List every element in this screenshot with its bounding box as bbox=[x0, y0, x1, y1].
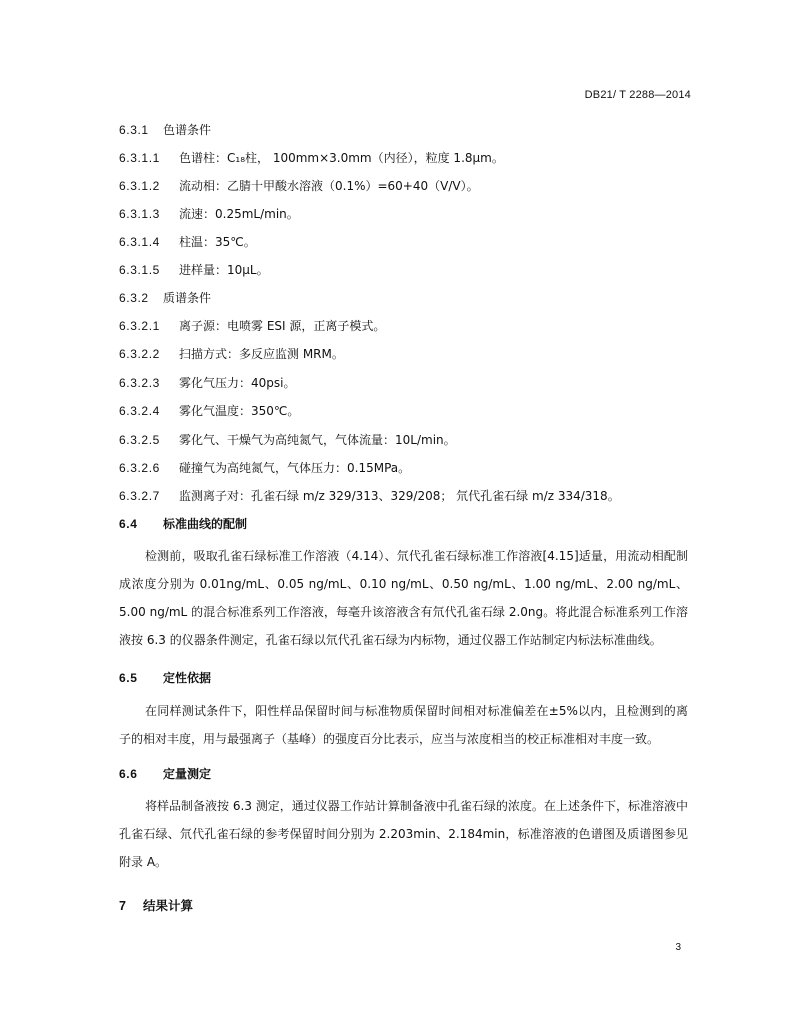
clause-number: 6.3.1.3 bbox=[119, 207, 160, 221]
section-title: 定性依据 bbox=[163, 671, 212, 685]
section-number: 6.6 bbox=[119, 767, 138, 781]
section-body-6-4: 检测前，吸取孔雀石绿标准工作溶液（4.14）、氘代孔雀石绿标准工作溶液[4.15]适量，用流动相配制成浓度分别为 0.01ng/mL、0.05 ng/mL、0.10 ng/mL、0.50 ng/mL、1.00 ng/mL、2.00 ng/mL、5.00 ng/mL 的混合标准系列工作溶液，每毫升该溶液含有氘代孔雀石绿 2.0ng。将此混合标准系列工作溶液按 6.3 的仪器条件测定，孔雀石绿以氘代孔雀石绿为内标物，通过仪器工作站制定内标法标准曲线。 bbox=[119, 549, 688, 647]
clause-6-3-1-1 bbox=[119, 150, 504, 166]
section-heading-6-4 bbox=[119, 516, 247, 532]
clause-text: 质谱条件 bbox=[163, 291, 212, 305]
clause-text: 离子源：电喷雾 ESI 源，正离子模式。 bbox=[179, 319, 386, 333]
clause-6-3-2 bbox=[119, 290, 211, 306]
section-title: 结果计算 bbox=[143, 898, 194, 913]
section-heading-7 bbox=[119, 896, 193, 914]
clause-6-3-1-3 bbox=[119, 206, 299, 222]
page-number: 3 bbox=[675, 942, 681, 953]
section-body-6-5: 在同样测试条件下，阳性样品保留时间与标准物质保留时间相对标准偏差在±5%以内，且检测到的离子的相对丰度，用与最强离子（基峰）的强度百分比表示，应当与浓度相当的校正标准相对丰度一致。 bbox=[119, 704, 688, 746]
clause-number: 6.3.2.6 bbox=[119, 461, 160, 475]
clause-6-3-2-5 bbox=[119, 432, 456, 448]
clause-6-3-2-6 bbox=[119, 460, 410, 476]
clause-6-3-2-4 bbox=[119, 403, 299, 419]
clause-number: 6.3.1.5 bbox=[119, 263, 160, 277]
clause-number: 6.3.1.2 bbox=[119, 179, 160, 193]
clause-number: 6.3.2.4 bbox=[119, 404, 160, 418]
section-number: 7 bbox=[119, 899, 127, 913]
clause-number: 6.3.2.2 bbox=[119, 347, 160, 361]
clause-6-3-1-5 bbox=[119, 262, 269, 278]
section-title: 标准曲线的配制 bbox=[163, 517, 248, 531]
clause-text: 流速：0.25mL/min。 bbox=[179, 207, 299, 221]
standard-code: DB21/ T 2288—2014 bbox=[584, 89, 691, 101]
clause-6-3-2-1 bbox=[119, 318, 385, 334]
clause-text: 雾化气、干燥气为高纯氮气，气体流量：10L/min。 bbox=[179, 433, 456, 447]
clause-number: 6.3.1.4 bbox=[119, 235, 160, 249]
clause-number: 6.3.2.7 bbox=[119, 489, 160, 503]
clause-number: 6.3.2.5 bbox=[119, 433, 160, 447]
clause-text: 扫描方式：多反应监测 MRM。 bbox=[179, 347, 344, 361]
clause-number: 6.3.2.3 bbox=[119, 376, 160, 390]
clause-text: 色谱柱：C₁₈柱， 100mm×3.0mm（内径），粒度 1.8μm。 bbox=[179, 151, 504, 165]
clause-6-3-2-7 bbox=[119, 488, 620, 504]
section-body-6-6: 将样品制备液按 6.3 测定，通过仪器工作站计算制备液中孔雀石绿的浓度。在上述条件下，标准溶液中孔雀石绿、氘代孔雀石绿的参考保留时间分别为 2.203min、2.184min，标准溶液的色谱图及质谱图参见附录 A。 bbox=[119, 799, 688, 869]
clause-6-3-1-4 bbox=[119, 234, 256, 250]
clause-6-3-1-2 bbox=[119, 178, 479, 194]
clause-text: 色谱条件 bbox=[163, 123, 212, 137]
clause-text: 进样量：10μL。 bbox=[179, 263, 269, 277]
clause-number: 6.3.1.1 bbox=[119, 151, 160, 165]
clause-text: 雾化气压力：40psi。 bbox=[179, 376, 296, 390]
clause-6-3-2-3 bbox=[119, 375, 295, 391]
section-heading-6-5 bbox=[119, 670, 211, 686]
section-number: 6.5 bbox=[119, 671, 138, 685]
clause-number: 6.3.2 bbox=[119, 291, 149, 305]
clause-text: 碰撞气为高纯氮气，气体压力：0.15MPa。 bbox=[179, 461, 411, 475]
section-number: 6.4 bbox=[119, 517, 138, 531]
clause-text: 柱温：35℃。 bbox=[179, 235, 256, 249]
clause-6-3-1 bbox=[119, 122, 211, 138]
section-heading-6-6 bbox=[119, 766, 211, 782]
clause-text: 监测离子对：孔雀石绿 m/z 329/313、329/208； 氘代孔雀石绿 m/z 334/318。 bbox=[179, 489, 620, 503]
section-title: 定量测定 bbox=[163, 767, 212, 781]
clause-text: 流动相：乙腈十甲酸水溶液（0.1%）=60+40（V/V）。 bbox=[179, 179, 479, 193]
clause-number: 6.3.1 bbox=[119, 123, 149, 137]
clause-text: 雾化气温度：350℃。 bbox=[179, 404, 300, 418]
clause-number: 6.3.2.1 bbox=[119, 319, 160, 333]
clause-6-3-2-2 bbox=[119, 346, 344, 362]
